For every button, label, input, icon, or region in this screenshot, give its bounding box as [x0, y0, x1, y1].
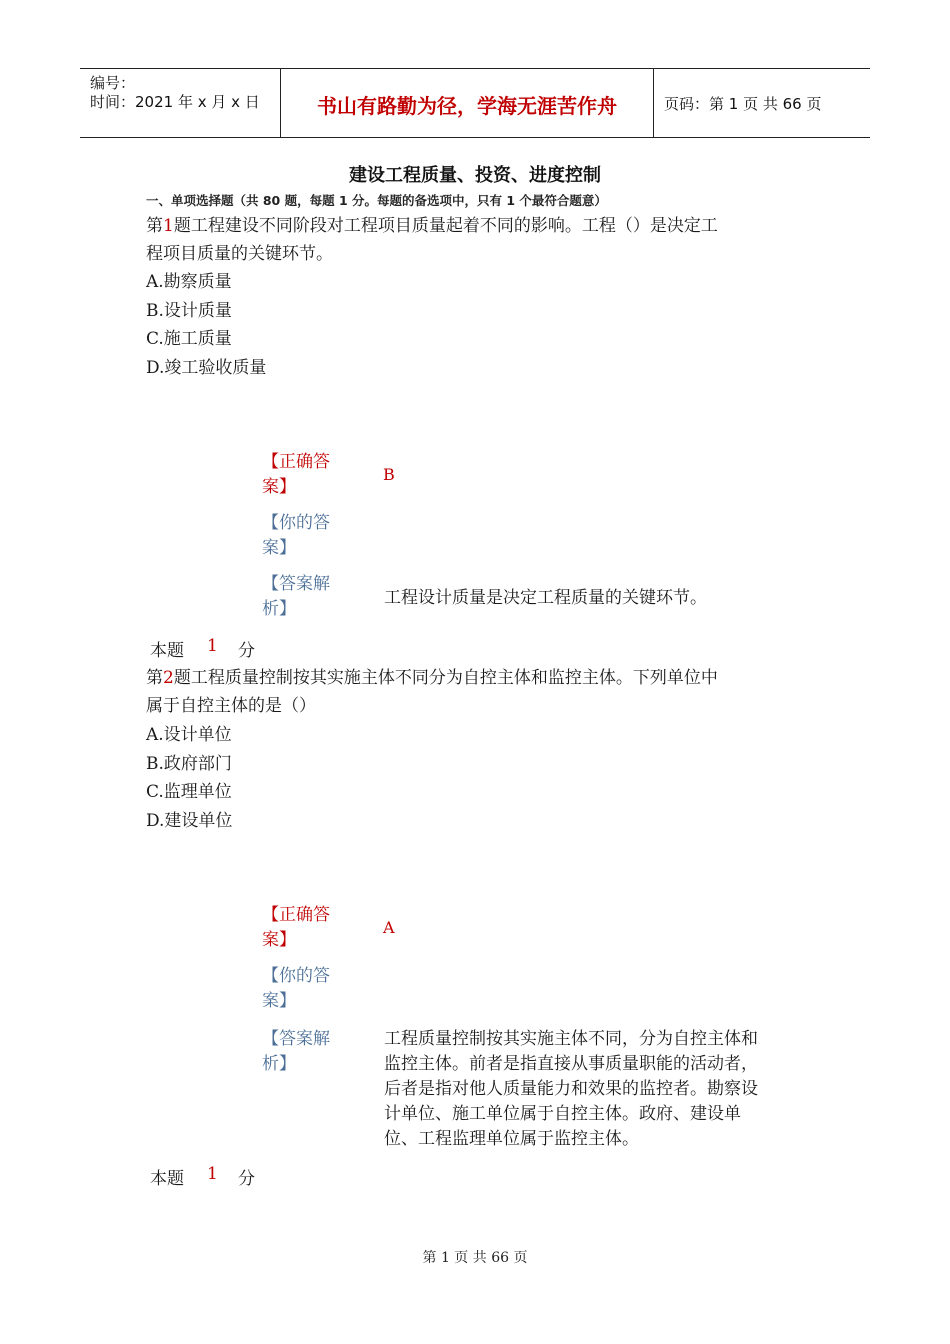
question-line: 程项目质量的关键环节。 — [146, 244, 333, 264]
header-meta-cell — [80, 69, 281, 137]
score-points: 1 — [207, 1164, 218, 1184]
correct-answer-label: 【正确答 案】 — [262, 905, 330, 950]
time-label: 时间：2021 年 x 月 x 日 — [90, 93, 260, 111]
question-line: 题工程建设不同阶段对工程项目质量起着不同的影响。工程（）是决定工 — [173, 216, 718, 236]
option-d[interactable]: D.建设单位 — [146, 811, 233, 831]
page-number-label: 页码：第 1 页 共 66 页 — [664, 95, 822, 113]
your-answer-label: 【你的答 案】 — [262, 513, 330, 558]
header-motto-cell — [281, 69, 654, 137]
analysis-text: 工程设计质量是决定工程质量的关键环节。 — [384, 588, 707, 608]
document-title: 建设工程质量、投资、进度控制 — [349, 165, 601, 186]
question-2-text — [146, 664, 806, 720]
question-line: 题工程质量控制按其实施主体不同分为自控主体和监控主体。下列单位中 — [173, 668, 718, 688]
analysis-label: 【答案解 析】 — [262, 574, 330, 619]
your-answer-label: 【你的答 案】 — [262, 966, 330, 1011]
score-prefix: 本题 — [150, 1169, 184, 1189]
question-number: 1 — [163, 216, 174, 236]
score-unit: 分 — [238, 1169, 255, 1189]
option-c[interactable]: C.施工质量 — [146, 329, 232, 349]
analysis-label: 【答案解 析】 — [262, 1029, 330, 1074]
option-d[interactable]: D.竣工验收质量 — [146, 358, 267, 378]
page-header — [80, 68, 870, 138]
option-a[interactable]: A.勘察质量 — [146, 272, 232, 292]
correct-answer-value: A — [383, 918, 395, 937]
question-line: 属于自控主体的是（） — [146, 696, 316, 716]
header-page-cell — [654, 69, 870, 137]
question-number: 2 — [163, 668, 174, 688]
option-a[interactable]: A.设计单位 — [146, 725, 232, 745]
section-heading: 一、单项选择题（共 80 题，每题 1 分。每题的备选项中，只有 1 个最符合题意） — [146, 193, 607, 208]
score-prefix: 本题 — [150, 641, 184, 661]
motto: 书山有路勤为径，学海无涯苦作舟 — [317, 94, 617, 118]
score-points: 1 — [207, 636, 218, 656]
question-1-text — [146, 212, 806, 268]
option-b[interactable]: B.政府部门 — [146, 754, 232, 774]
question-score — [150, 636, 255, 661]
question-prefix: 第 — [146, 668, 163, 688]
correct-answer-value: B — [383, 465, 395, 484]
question-prefix: 第 — [146, 216, 163, 236]
serial-label: 编号： — [90, 74, 136, 92]
page-footer: 第 1 页 共 66 页 — [422, 1250, 528, 1266]
analysis-text: 工程质量控制按其实施主体不同，分为自控主体和 监控主体。前者是指直接从事质量职能的活动者， 后者是指对他人质量能力和效果的监控者。勘察设 计单位、施工单位属于自控主体。政府、建设单 位、工程监理单位属于监控主体。 — [384, 1029, 758, 1149]
question-score — [150, 1164, 255, 1189]
score-unit: 分 — [238, 641, 255, 661]
option-c[interactable]: C.监理单位 — [146, 782, 232, 802]
correct-answer-label: 【正确答 案】 — [262, 452, 330, 497]
option-b[interactable]: B.设计质量 — [146, 301, 232, 321]
